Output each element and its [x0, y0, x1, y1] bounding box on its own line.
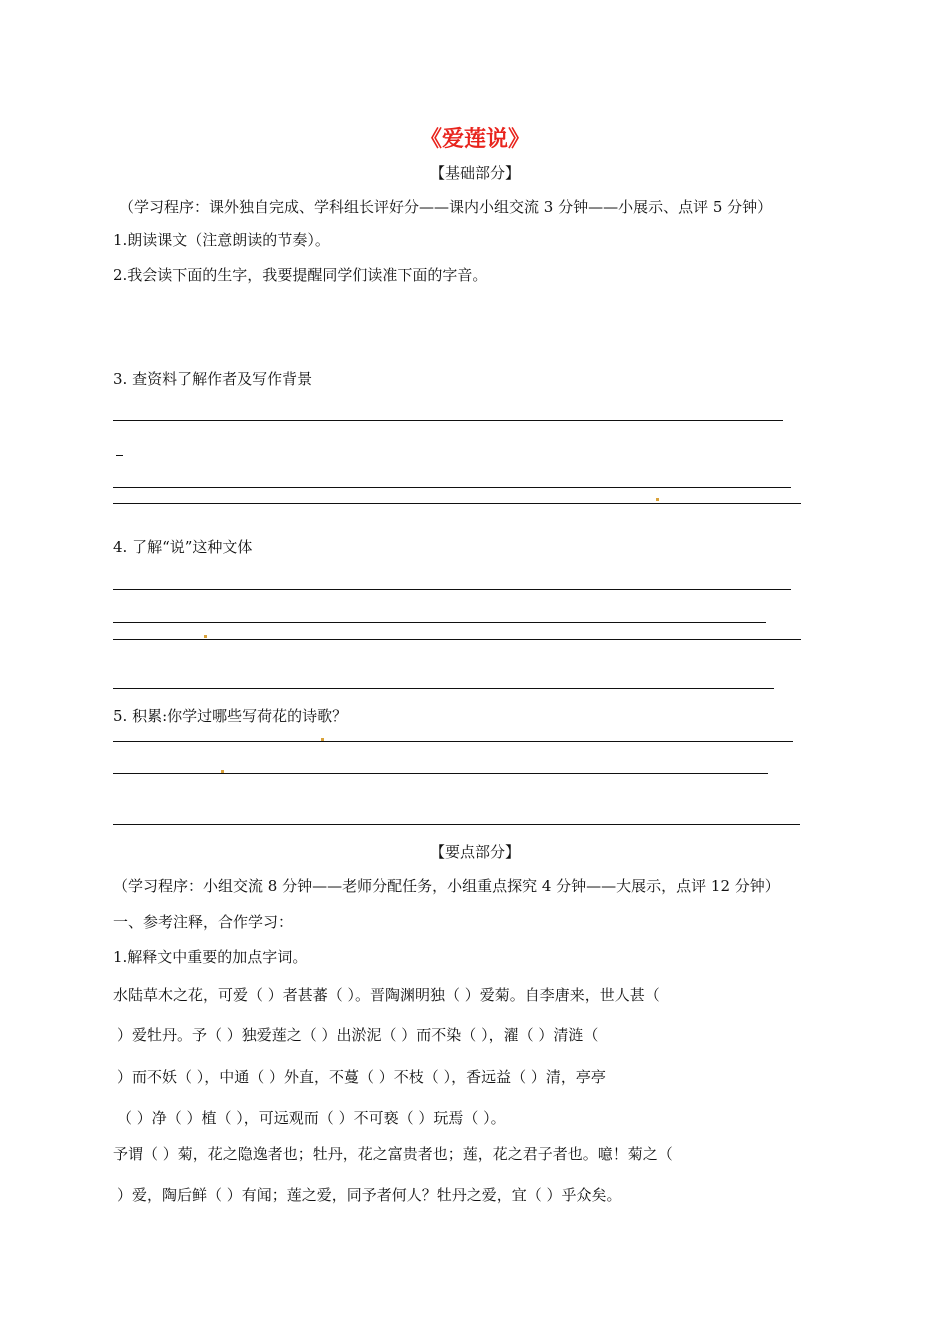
question-5: 5. 积累:你学过哪些写荷花的诗歌？ — [113, 707, 348, 725]
text-line-1: 水陆草木之花，可爱（ ）者甚蕃（ ）。晋陶渊明独（ ）爱菊。自李唐来，世人甚（ — [113, 986, 660, 1004]
ink-dot — [656, 498, 659, 501]
section-1-heading: 一、参考注释，合作学习： — [113, 913, 294, 931]
text-line-2: ）爱牡丹。予（ ）独爱莲之（ ）出淤泥（ ）而不染（ ），濯（ ）清涟（ — [117, 1026, 599, 1044]
basic-section-heading: 【基础部分】 — [429, 164, 520, 182]
answer-line — [113, 622, 766, 623]
answer-line — [113, 639, 801, 640]
answer-line — [113, 503, 801, 504]
text-line-5: 予谓（ ）菊，花之隐逸者也；牡丹，花之富贵者也；莲，花之君子者也。噫！菊之（ — [113, 1145, 673, 1163]
answer-line — [113, 741, 793, 742]
question-2: 2.我会读下面的生字，我要提醒同学们读准下面的字音。 — [113, 266, 488, 284]
question-3: 3. 查资料了解作者及写作背景 — [113, 370, 313, 388]
item-1: 1.解释文中重要的加点字词。 — [113, 948, 308, 966]
basic-procedure: （学习程序：课外独自完成、学科组长评好分——课内小组交流 3 分钟——小展示、点评 5 分钟） — [119, 198, 773, 216]
answer-line — [113, 773, 768, 774]
answer-line — [113, 589, 791, 590]
ink-dot — [221, 770, 224, 773]
answer-line-fragment — [116, 455, 123, 456]
key-procedure: （学习程序：小组交流 8 分钟——老师分配任务，小组重点探究 4 分钟——大展示，点评 12 分钟） — [113, 877, 780, 895]
question-1: 1.朗读课文（注意朗读的节奏）。 — [113, 231, 330, 249]
question-4: 4. 了解“说”这种文体 — [113, 538, 253, 556]
answer-line — [113, 487, 791, 488]
answer-line — [113, 688, 774, 689]
text-line-3: ）而不妖（ ），中通（ ）外直，不蔓（ ）不枝（ ），香远益（ ）清，亭亭 — [117, 1068, 606, 1086]
ink-dot — [204, 635, 207, 638]
ink-dot — [321, 738, 324, 741]
text-line-4: （ ）净（ ）植（ ），可远观而（ ）不可亵（ ）玩焉（ ）。 — [117, 1109, 506, 1127]
answer-line — [113, 420, 783, 421]
document-title: 《爱莲说》 — [419, 127, 530, 152]
key-section-heading: 【要点部分】 — [429, 843, 520, 861]
text-line-6: ）爱，陶后鲜（ ）有闻；莲之爱，同予者何人？牡丹之爱，宜（ ）乎众矣。 — [117, 1186, 622, 1204]
answer-line — [113, 824, 800, 825]
